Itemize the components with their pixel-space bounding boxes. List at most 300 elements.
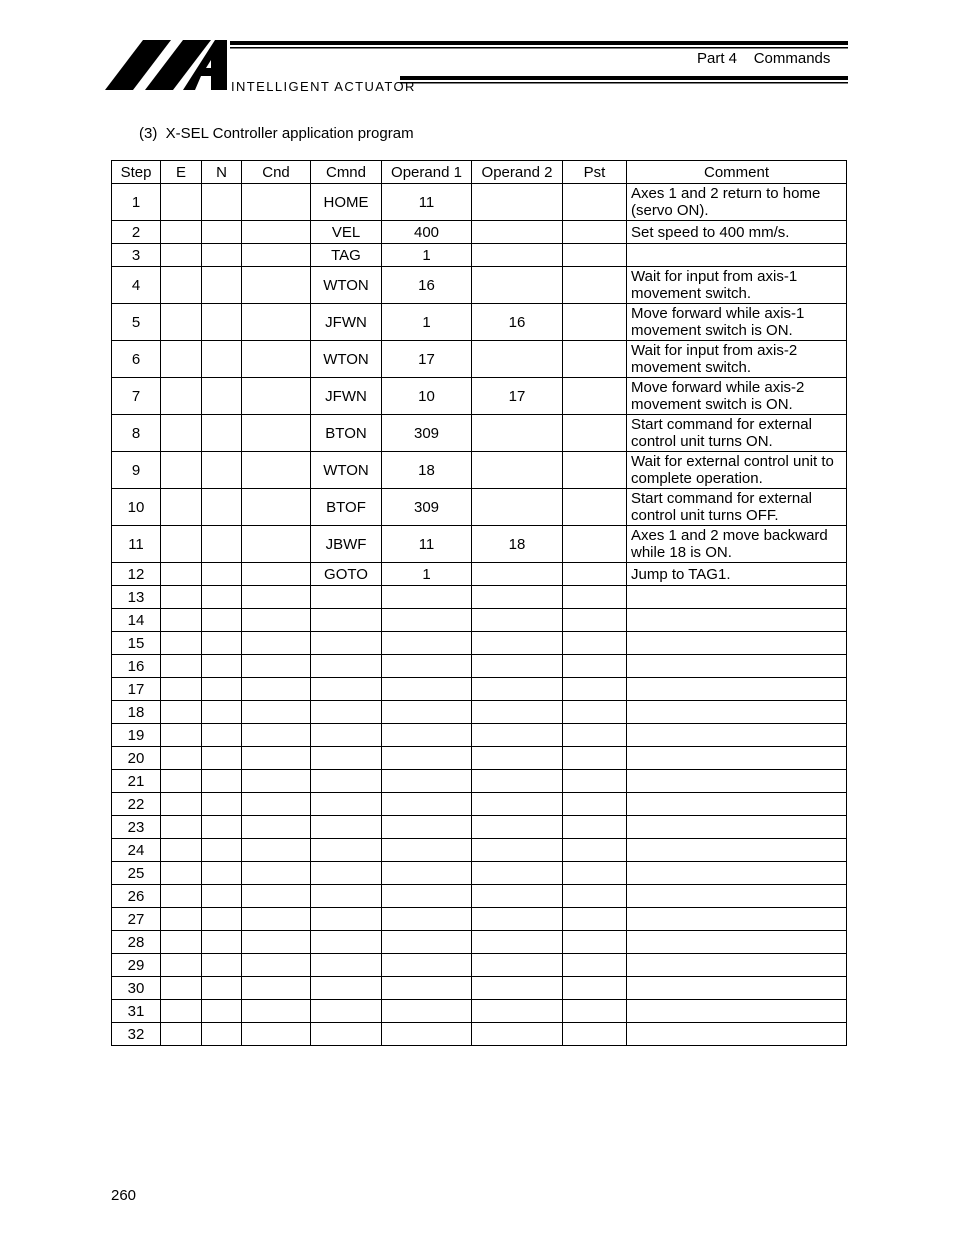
section-title: (3) X-SEL Controller application program <box>139 125 414 142</box>
table-row <box>112 954 847 977</box>
cell-cmnd <box>311 701 382 724</box>
header-part: Part 4 <box>697 50 738 67</box>
cell-operand2 <box>472 267 563 304</box>
cell-pst <box>563 244 627 267</box>
cell-cnd <box>242 655 311 678</box>
cell-operand1 <box>382 908 472 931</box>
cell-cmnd: WTON <box>311 341 382 378</box>
cell-cnd <box>242 793 311 816</box>
cell-step: 32 <box>112 1023 161 1046</box>
table-row <box>112 931 847 954</box>
cell-operand2 <box>472 244 563 267</box>
cell-comment <box>627 954 847 977</box>
cell-e <box>161 977 202 1000</box>
cell-operand1 <box>382 701 472 724</box>
cell-operand1: 309 <box>382 489 472 526</box>
cell-e <box>161 1000 202 1023</box>
cell-e <box>161 724 202 747</box>
cell-step: 28 <box>112 931 161 954</box>
cell-operand1: 1 <box>382 304 472 341</box>
cell-step: 5 <box>112 304 161 341</box>
cell-operand1 <box>382 724 472 747</box>
table-row <box>112 304 847 341</box>
cell-e <box>161 908 202 931</box>
cell-comment <box>627 747 847 770</box>
cell-cnd <box>242 724 311 747</box>
cell-operand1: 10 <box>382 378 472 415</box>
cell-operand2: 18 <box>472 526 563 563</box>
table-body <box>112 184 847 1046</box>
cell-cnd <box>242 701 311 724</box>
cell-cmnd <box>311 632 382 655</box>
cell-cnd <box>242 378 311 415</box>
cell-pst <box>563 816 627 839</box>
cell-cnd <box>242 184 311 221</box>
table-row <box>112 908 847 931</box>
cell-operand1 <box>382 885 472 908</box>
cell-e <box>161 378 202 415</box>
cell-comment <box>627 977 847 1000</box>
cell-step: 15 <box>112 632 161 655</box>
cell-comment <box>627 701 847 724</box>
cell-e <box>161 678 202 701</box>
cell-cmnd <box>311 839 382 862</box>
cell-operand2 <box>472 793 563 816</box>
cell-n <box>202 678 242 701</box>
cell-step: 10 <box>112 489 161 526</box>
cell-operand2 <box>472 862 563 885</box>
cell-step: 7 <box>112 378 161 415</box>
cell-comment: Move forward while axis-1 movement switch is ON. <box>627 304 847 341</box>
cell-pst <box>563 563 627 586</box>
cell-pst <box>563 526 627 563</box>
cell-cnd <box>242 415 311 452</box>
cell-cnd <box>242 678 311 701</box>
cell-pst <box>563 655 627 678</box>
cell-step: 4 <box>112 267 161 304</box>
cell-operand2 <box>472 954 563 977</box>
cell-e <box>161 793 202 816</box>
cell-comment <box>627 678 847 701</box>
cell-cnd <box>242 526 311 563</box>
cell-e <box>161 747 202 770</box>
cell-comment: Set speed to 400 mm/s. <box>627 221 847 244</box>
cell-e <box>161 862 202 885</box>
table-row <box>112 770 847 793</box>
table-row <box>112 586 847 609</box>
cell-e <box>161 586 202 609</box>
table-row <box>112 267 847 304</box>
cell-cmnd <box>311 770 382 793</box>
cell-cmnd <box>311 793 382 816</box>
cell-pst <box>563 678 627 701</box>
cell-operand1 <box>382 931 472 954</box>
cell-n <box>202 632 242 655</box>
cell-comment <box>627 885 847 908</box>
cell-operand1: 400 <box>382 221 472 244</box>
cell-operand1 <box>382 954 472 977</box>
cell-cmnd <box>311 1000 382 1023</box>
cell-e <box>161 655 202 678</box>
cell-n <box>202 885 242 908</box>
cell-pst <box>563 839 627 862</box>
iai-logo <box>105 38 850 96</box>
cell-pst <box>563 954 627 977</box>
cell-operand2 <box>472 816 563 839</box>
cell-n <box>202 526 242 563</box>
cell-step: 19 <box>112 724 161 747</box>
cell-operand1 <box>382 793 472 816</box>
cell-operand2 <box>472 632 563 655</box>
cell-comment: Wait for input from axis-2 movement switch. <box>627 341 847 378</box>
cell-e <box>161 244 202 267</box>
page-number: 260 <box>111 1187 137 1204</box>
table-row <box>112 526 847 563</box>
cell-e <box>161 931 202 954</box>
cell-cnd <box>242 609 311 632</box>
cell-pst <box>563 184 627 221</box>
cell-pst <box>563 1000 627 1023</box>
cell-step: 23 <box>112 816 161 839</box>
column-header-pst: Pst <box>563 161 627 184</box>
cell-operand1 <box>382 632 472 655</box>
table-row <box>112 678 847 701</box>
column-header-cmnd: Cmnd <box>311 161 382 184</box>
cell-cmnd: VEL <box>311 221 382 244</box>
program-table <box>111 160 847 1046</box>
cell-operand2 <box>472 701 563 724</box>
cell-operand2 <box>472 452 563 489</box>
cell-cnd <box>242 816 311 839</box>
cell-n <box>202 747 242 770</box>
cell-cnd <box>242 341 311 378</box>
cell-operand2 <box>472 678 563 701</box>
cell-step: 13 <box>112 586 161 609</box>
cell-comment: Wait for input from axis-1 movement switch. <box>627 267 847 304</box>
cell-step: 30 <box>112 977 161 1000</box>
cell-step: 3 <box>112 244 161 267</box>
cell-operand1: 309 <box>382 415 472 452</box>
table-row <box>112 655 847 678</box>
cell-cnd <box>242 977 311 1000</box>
cell-n <box>202 378 242 415</box>
cell-cmnd: JBWF <box>311 526 382 563</box>
cell-operand1 <box>382 747 472 770</box>
cell-pst <box>563 632 627 655</box>
cell-n <box>202 184 242 221</box>
cell-e <box>161 701 202 724</box>
cell-step: 17 <box>112 678 161 701</box>
cell-pst <box>563 221 627 244</box>
cell-n <box>202 1023 242 1046</box>
cell-n <box>202 489 242 526</box>
cell-n <box>202 977 242 1000</box>
cell-pst <box>563 609 627 632</box>
cell-operand1 <box>382 1023 472 1046</box>
cell-step: 18 <box>112 701 161 724</box>
cell-operand1 <box>382 839 472 862</box>
cell-n <box>202 244 242 267</box>
table-row <box>112 609 847 632</box>
cell-operand2 <box>472 770 563 793</box>
cell-n <box>202 816 242 839</box>
cell-e <box>161 770 202 793</box>
cell-comment <box>627 839 847 862</box>
cell-operand2 <box>472 839 563 862</box>
cell-comment <box>627 816 847 839</box>
cell-operand2 <box>472 655 563 678</box>
cell-e <box>161 452 202 489</box>
cell-n <box>202 304 242 341</box>
column-header-comment: Comment <box>627 161 847 184</box>
cell-step: 29 <box>112 954 161 977</box>
column-header-cnd: Cnd <box>242 161 311 184</box>
cell-cmnd: BTON <box>311 415 382 452</box>
cell-pst <box>563 304 627 341</box>
cell-operand1: 11 <box>382 526 472 563</box>
cell-step: 26 <box>112 885 161 908</box>
cell-n <box>202 563 242 586</box>
cell-step: 14 <box>112 609 161 632</box>
cell-cmnd <box>311 931 382 954</box>
cell-cmnd <box>311 1023 382 1046</box>
table-row <box>112 793 847 816</box>
cell-e <box>161 816 202 839</box>
cell-step: 20 <box>112 747 161 770</box>
cell-operand2 <box>472 221 563 244</box>
cell-step: 8 <box>112 415 161 452</box>
cell-cnd <box>242 931 311 954</box>
cell-comment: Axes 1 and 2 move backward while 18 is ON. <box>627 526 847 563</box>
cell-cmnd <box>311 816 382 839</box>
column-header-operand2: Operand 2 <box>472 161 563 184</box>
cell-cmnd <box>311 655 382 678</box>
table-row <box>112 563 847 586</box>
column-header-operand1: Operand 1 <box>382 161 472 184</box>
cell-n <box>202 341 242 378</box>
cell-cnd <box>242 586 311 609</box>
cell-step: 25 <box>112 862 161 885</box>
cell-cmnd <box>311 586 382 609</box>
cell-pst <box>563 415 627 452</box>
cell-operand2 <box>472 885 563 908</box>
cell-step: 24 <box>112 839 161 862</box>
cell-comment: Start command for external control unit turns ON. <box>627 415 847 452</box>
table-row <box>112 341 847 378</box>
table-header-row <box>112 161 847 184</box>
cell-comment <box>627 609 847 632</box>
cell-cnd <box>242 839 311 862</box>
cell-cmnd: JFWN <box>311 304 382 341</box>
table-row <box>112 1000 847 1023</box>
cell-n <box>202 701 242 724</box>
cell-cnd <box>242 244 311 267</box>
cell-operand1 <box>382 655 472 678</box>
cell-operand1 <box>382 977 472 1000</box>
cell-n <box>202 931 242 954</box>
cell-operand2 <box>472 724 563 747</box>
cell-e <box>161 885 202 908</box>
cell-cmnd <box>311 724 382 747</box>
cell-comment <box>627 632 847 655</box>
cell-cnd <box>242 747 311 770</box>
cell-step: 2 <box>112 221 161 244</box>
cell-e <box>161 415 202 452</box>
column-header-n: N <box>202 161 242 184</box>
cell-e <box>161 1023 202 1046</box>
cell-n <box>202 415 242 452</box>
cell-step: 21 <box>112 770 161 793</box>
cell-n <box>202 609 242 632</box>
column-header-step: Step <box>112 161 161 184</box>
cell-cmnd <box>311 678 382 701</box>
cell-cnd <box>242 862 311 885</box>
cell-cnd <box>242 885 311 908</box>
cell-e <box>161 221 202 244</box>
cell-e <box>161 489 202 526</box>
page-header <box>697 50 830 67</box>
cell-e <box>161 267 202 304</box>
cell-pst <box>563 747 627 770</box>
cell-pst <box>563 793 627 816</box>
cell-pst <box>563 770 627 793</box>
cell-cnd <box>242 221 311 244</box>
cell-cmnd: WTON <box>311 267 382 304</box>
cell-cnd <box>242 954 311 977</box>
cell-pst <box>563 862 627 885</box>
cell-cmnd <box>311 908 382 931</box>
cell-comment <box>627 724 847 747</box>
cell-n <box>202 221 242 244</box>
cell-comment <box>627 862 847 885</box>
cell-cmnd <box>311 885 382 908</box>
cell-operand2 <box>472 1023 563 1046</box>
cell-operand1: 18 <box>382 452 472 489</box>
cell-cnd <box>242 1023 311 1046</box>
cell-comment: Start command for external control unit turns OFF. <box>627 489 847 526</box>
table-row <box>112 1023 847 1046</box>
table-row <box>112 747 847 770</box>
cell-n <box>202 1000 242 1023</box>
cell-pst <box>563 724 627 747</box>
cell-step: 9 <box>112 452 161 489</box>
table-row <box>112 378 847 415</box>
cell-operand2 <box>472 609 563 632</box>
cell-e <box>161 563 202 586</box>
cell-operand1 <box>382 816 472 839</box>
table-row <box>112 885 847 908</box>
cell-cmnd <box>311 862 382 885</box>
cell-step: 22 <box>112 793 161 816</box>
table-row <box>112 452 847 489</box>
table-row <box>112 632 847 655</box>
cell-pst <box>563 267 627 304</box>
cell-pst <box>563 586 627 609</box>
cell-comment: Wait for external control unit to complete operation. <box>627 452 847 489</box>
cell-cnd <box>242 563 311 586</box>
cell-cnd <box>242 1000 311 1023</box>
table-row <box>112 489 847 526</box>
cell-cmnd: HOME <box>311 184 382 221</box>
cell-comment <box>627 908 847 931</box>
table-row <box>112 839 847 862</box>
cell-cnd <box>242 452 311 489</box>
cell-e <box>161 526 202 563</box>
cell-operand2 <box>472 977 563 1000</box>
cell-comment <box>627 655 847 678</box>
cell-operand2 <box>472 415 563 452</box>
cell-step: 16 <box>112 655 161 678</box>
cell-e <box>161 341 202 378</box>
cell-pst <box>563 885 627 908</box>
cell-n <box>202 908 242 931</box>
cell-operand1: 1 <box>382 563 472 586</box>
cell-operand2: 17 <box>472 378 563 415</box>
cell-operand1 <box>382 862 472 885</box>
cell-comment <box>627 1023 847 1046</box>
table-row <box>112 184 847 221</box>
cell-operand1: 1 <box>382 244 472 267</box>
cell-step: 27 <box>112 908 161 931</box>
cell-pst <box>563 341 627 378</box>
cell-step: 31 <box>112 1000 161 1023</box>
cell-cmnd <box>311 609 382 632</box>
cell-operand1 <box>382 1000 472 1023</box>
cell-n <box>202 724 242 747</box>
cell-cmnd: JFWN <box>311 378 382 415</box>
cell-cnd <box>242 267 311 304</box>
cell-n <box>202 770 242 793</box>
table-row <box>112 221 847 244</box>
cell-operand1: 11 <box>382 184 472 221</box>
cell-n <box>202 655 242 678</box>
table-row <box>112 816 847 839</box>
cell-e <box>161 954 202 977</box>
cell-e <box>161 304 202 341</box>
cell-comment <box>627 793 847 816</box>
cell-comment: Axes 1 and 2 return to home (servo ON). <box>627 184 847 221</box>
table-row <box>112 415 847 452</box>
cell-pst <box>563 489 627 526</box>
cell-n <box>202 793 242 816</box>
cell-comment <box>627 770 847 793</box>
cell-pst <box>563 701 627 724</box>
cell-cmnd <box>311 747 382 770</box>
cell-n <box>202 586 242 609</box>
cell-cnd <box>242 908 311 931</box>
cell-operand1 <box>382 609 472 632</box>
cell-e <box>161 839 202 862</box>
cell-operand2: 16 <box>472 304 563 341</box>
cell-e <box>161 632 202 655</box>
cell-cnd <box>242 770 311 793</box>
table-row <box>112 862 847 885</box>
cell-step: 6 <box>112 341 161 378</box>
cell-comment <box>627 244 847 267</box>
cell-pst <box>563 1023 627 1046</box>
table-row <box>112 244 847 267</box>
table-row <box>112 724 847 747</box>
cell-operand1 <box>382 678 472 701</box>
cell-operand1 <box>382 770 472 793</box>
cell-operand2 <box>472 341 563 378</box>
cell-cmnd: GOTO <box>311 563 382 586</box>
cell-cmnd: BTOF <box>311 489 382 526</box>
cell-pst <box>563 977 627 1000</box>
cell-operand2 <box>472 489 563 526</box>
cell-operand2 <box>472 747 563 770</box>
cell-cmnd <box>311 977 382 1000</box>
